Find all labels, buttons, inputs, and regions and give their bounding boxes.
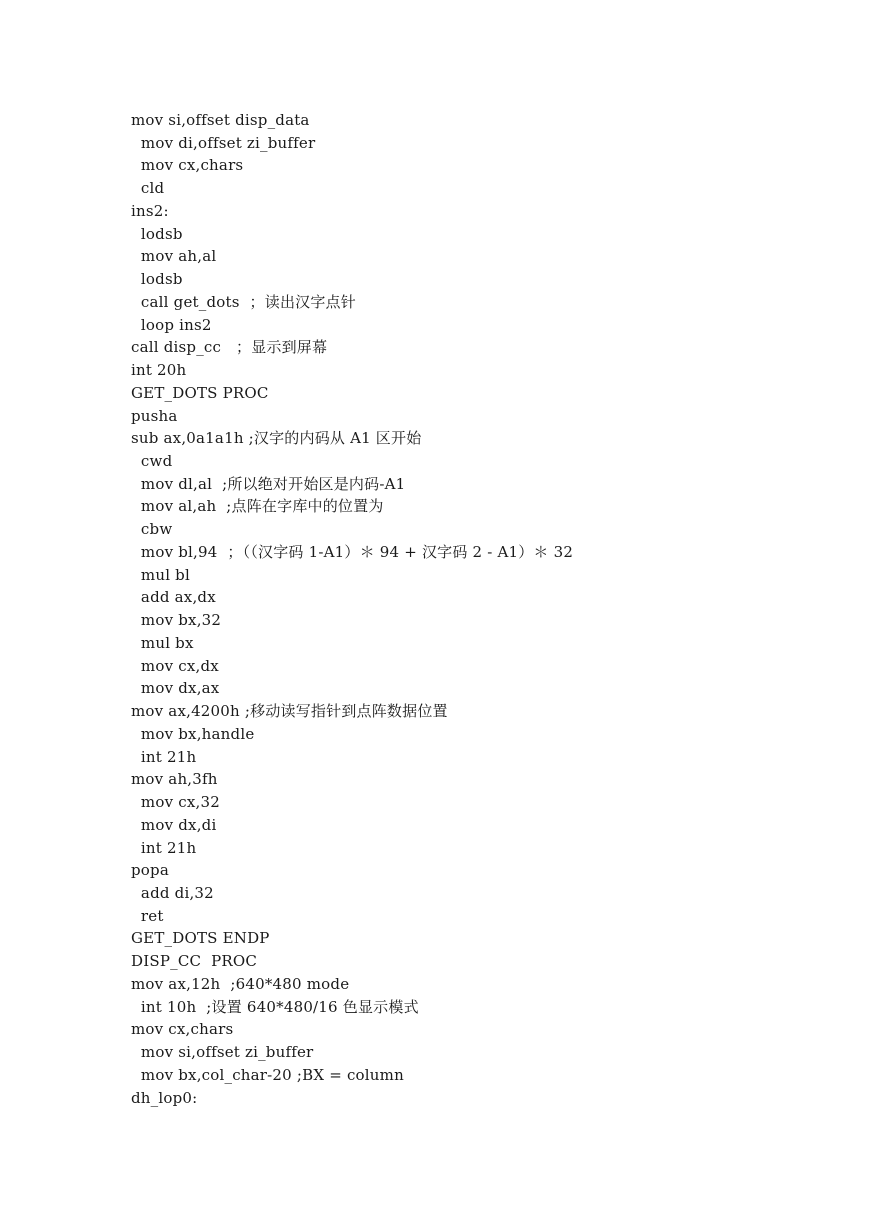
code-line: popa (131, 861, 169, 880)
code-line: GET_DOTS ENDP (131, 929, 270, 948)
code-line: cwd (131, 452, 173, 471)
code-line: mov ax,4200h ;移动读写指针到点阵数据位置 (131, 702, 448, 721)
code-line: int 21h (131, 838, 197, 857)
code-line: mov dx,ax (131, 679, 220, 698)
code-line: call disp_cc ；显示到屏幕 (131, 338, 328, 357)
code-line: DISP_CC PROC (131, 952, 258, 971)
code-line: mov si,offset disp_data (131, 111, 310, 129)
code-line: int 20h (131, 361, 187, 380)
code-line: mov ah,3fh (131, 770, 218, 789)
code-line: ret (131, 906, 164, 925)
code-line: pusha (131, 406, 178, 425)
code-line: mov bx,handle (131, 724, 255, 743)
code-line: mov dx,di (131, 815, 217, 834)
code-line: mov al,ah ;点阵在字库中的位置为 (131, 497, 384, 516)
code-line: int 10h ;设置 640*480/16 色显示模式 (131, 997, 419, 1016)
code-line: GET_DOTS PROC (131, 383, 269, 402)
code-line: mov cx,chars (131, 1020, 234, 1039)
code-line: mov di,offset zi_buffer (131, 133, 316, 152)
code-line: lodsb (131, 270, 183, 289)
code-line: cld (131, 179, 165, 198)
code-line: mov ah,al (131, 247, 217, 266)
code-line: call get_dots ；读出汉字点针 (131, 292, 356, 311)
code-listing (131, 109, 831, 1109)
code-line: add ax,dx (131, 588, 216, 607)
code-line: mov bl,94 ；（（汉字码 1-A1）＊ 94 + 汉字码 2 - A1）＊ 32 (131, 542, 574, 561)
code-line: sub ax,0a1a1h ;汉字的内码从 A1 区开始 (131, 429, 422, 448)
code-line: int 21h (131, 747, 197, 766)
code-line: mul bx (131, 633, 194, 652)
code-line: add di,32 (131, 883, 214, 902)
code-line: mov si,offset zi_buffer (131, 1043, 314, 1062)
code-line: mov cx,chars (131, 156, 244, 175)
code-line: mov bx,col_char-20 ;BX = column (131, 1065, 404, 1084)
code-line: mov dl,al ;所以绝对开始区是内码-A1 (131, 474, 406, 493)
code-line: mov bx,32 (131, 611, 222, 630)
code-line: dh_lop0: (131, 1088, 198, 1107)
code-line: cbw (131, 520, 173, 539)
code-line: loop ins2 (131, 315, 212, 334)
code-line: mov cx,dx (131, 656, 219, 675)
code-line: lodsb (131, 224, 183, 243)
code-line: ins2: (131, 201, 169, 220)
code-line: mov ax,12h ;640*480 mode (131, 974, 350, 993)
code-line: mul bl (131, 565, 190, 584)
code-line: mov cx,32 (131, 793, 220, 812)
